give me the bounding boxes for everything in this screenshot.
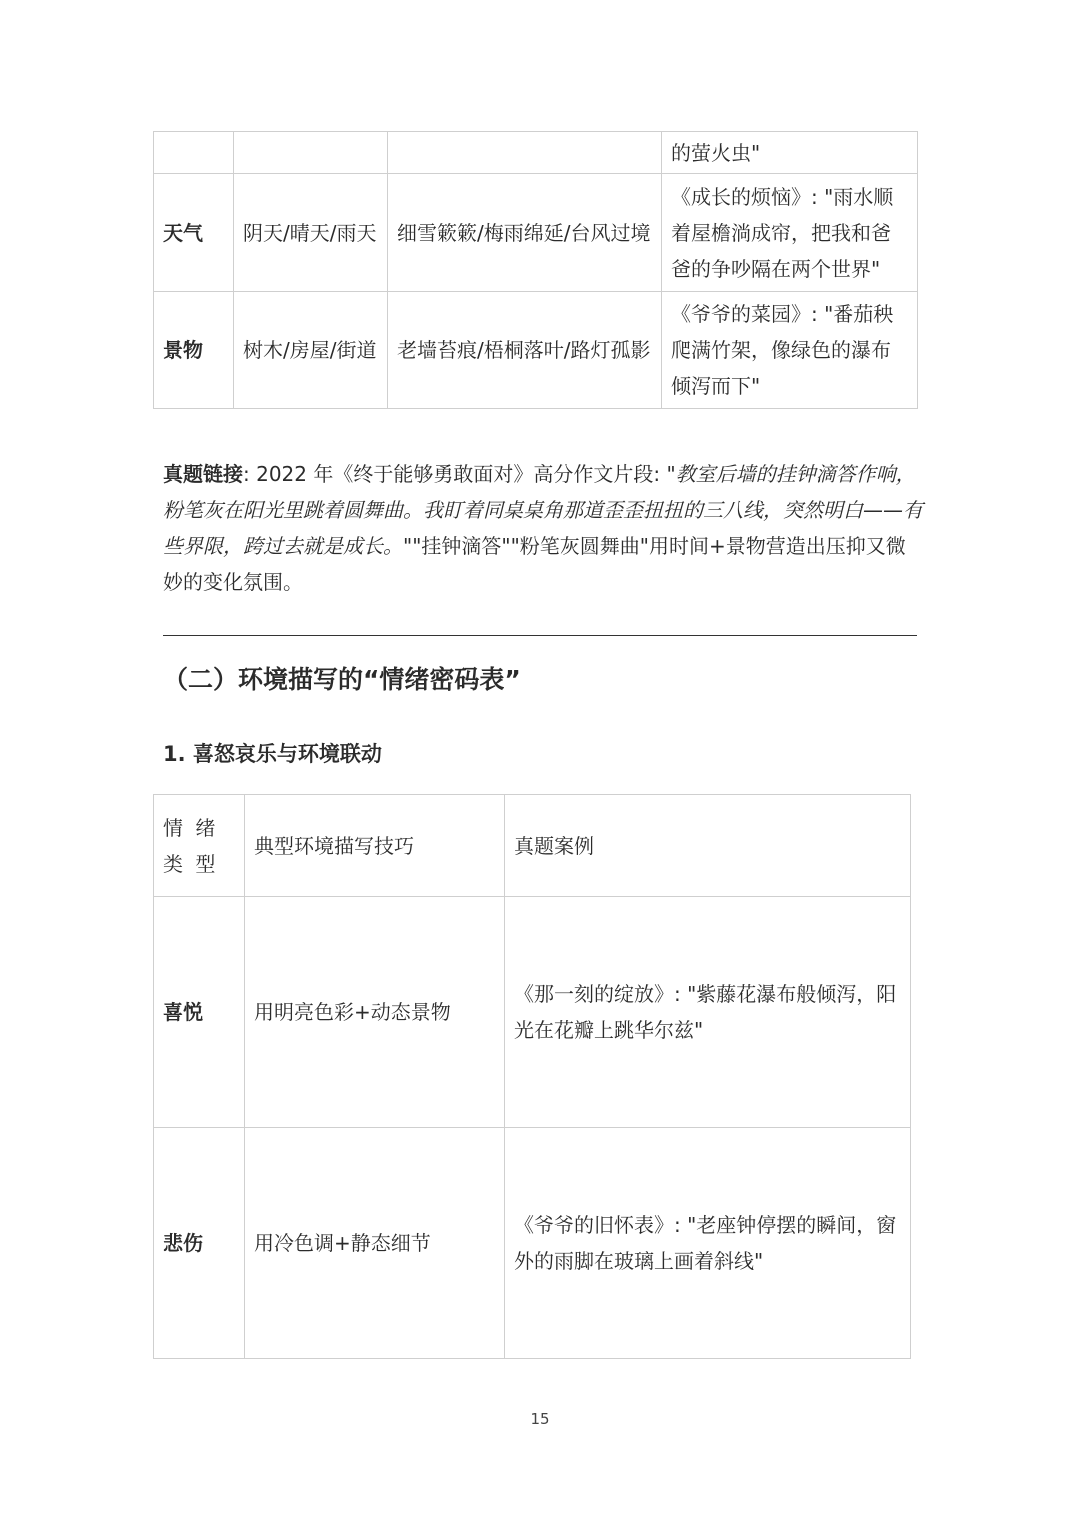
table-cell: 树木/房屋/街道 xyxy=(234,292,388,409)
exam-link-quote: "教室后墙的挂钟滴答作响，粉笔灰在阳光里跳着圆舞曲。我盯着同桌桌角那道歪歪扭扭的三八线，突然明白——有些界限，跨过去就是成长。 xyxy=(163,462,923,558)
table-cell: 《爷爷的旧怀表》: "老座钟停摆的瞬间，窗外的雨脚在玻璃上画着斜线" xyxy=(505,1128,911,1359)
section-divider xyxy=(163,635,917,636)
table-cell: 阴天/晴天/雨天 xyxy=(234,174,388,292)
table-cell: 细雪簌簌/梅雨绵延/台风过境 xyxy=(388,174,662,292)
sub-heading: 1. 喜怒哀乐与环境联动 xyxy=(163,742,382,766)
table-row xyxy=(154,897,911,1128)
table-cell: 《那一刻的绽放》: "紫藤花瀑布般倾泻，阳光在花瓣上跳华尔兹" xyxy=(505,897,911,1128)
table-cell xyxy=(154,132,234,174)
exam-link-prefix: : 2022 年《终于能够勇敢面对》高分作文片段: xyxy=(243,462,667,486)
table-cell: 《成长的烦恼》: "雨水顺着屋檐淌成帘，把我和爸爸的争吵隔在两个世界" xyxy=(662,174,918,292)
emotion-environment-table xyxy=(153,794,911,1359)
table-cell: 《爷爷的菜园》: "番茄秧爬满竹架，像绿色的瀑布倾泻而下" xyxy=(662,292,918,409)
page-number: 15 xyxy=(530,1410,550,1428)
emotion-type: 喜悦 xyxy=(154,897,245,1128)
exam-link-suffix: ""挂钟滴答""粉笔灰圆舞曲"用时间+景物营造出压抑又微妙的变化氛围。 xyxy=(163,534,906,594)
exam-link-paragraph xyxy=(163,456,923,600)
table-row xyxy=(154,1128,911,1359)
table-cell xyxy=(234,132,388,174)
table-cell: 用冷色调+静态细节 xyxy=(245,1128,505,1359)
table-header-row xyxy=(154,795,911,897)
row-category: 天气 xyxy=(154,174,234,292)
row-category: 景物 xyxy=(154,292,234,409)
column-header: 典型环境描写技巧 xyxy=(245,795,505,897)
column-header: 情 绪 类 型 xyxy=(154,795,245,897)
table-cell: 的萤火虫" xyxy=(662,132,918,174)
table-row xyxy=(154,132,918,174)
table-row xyxy=(154,292,918,409)
exam-link-label: 真题链接 xyxy=(163,462,243,486)
section-heading: （二）环境描写的“情绪密码表” xyxy=(163,665,521,694)
table-cell xyxy=(388,132,662,174)
table-row xyxy=(154,174,918,292)
table-cell: 老墙苔痕/梧桐落叶/路灯孤影 xyxy=(388,292,662,409)
emotion-type: 悲伤 xyxy=(154,1128,245,1359)
table-cell: 用明亮色彩+动态景物 xyxy=(245,897,505,1128)
column-header: 真题案例 xyxy=(505,795,911,897)
environment-element-table xyxy=(153,131,918,409)
